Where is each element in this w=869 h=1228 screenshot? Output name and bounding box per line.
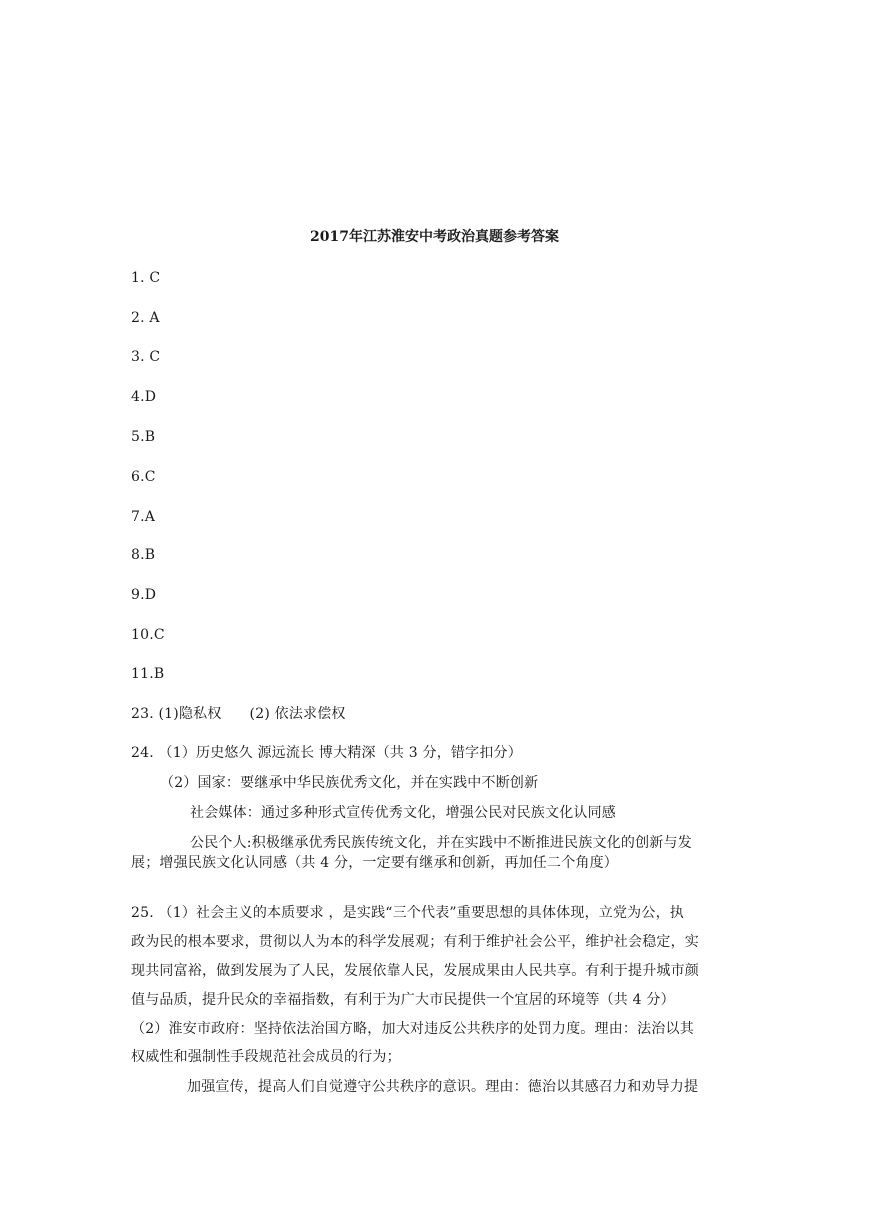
q25-line-3: 现共同富裕，做到发展为了人民，发展依靠人民，发展成果由人民共享。有利于提升城市颜 — [131, 963, 699, 979]
q25-line-4: 值与品质，提升民众的幸福指数，有利于为广大市民提供一个宜居的环境等（共 4 分） — [131, 992, 675, 1008]
q23-part1: 23. (1)隐私权 — [131, 706, 222, 722]
q25-line-7: 加强宣传，提高人们自觉遵守公共秩序的意识。理由：德治以其感召力和劝导力提 — [187, 1079, 699, 1095]
answer-item-4: 4.D — [131, 389, 157, 405]
answer-item-8: 8.B — [131, 547, 156, 563]
q24-line-2: （2）国家：要继承中华民族优秀文化，并在实践中不断创新 — [160, 775, 539, 791]
q24-line-3: 社会媒体：通过多种形式宣传优秀文化，增强公民对民族文化认同感 — [190, 805, 616, 821]
page-title: 2017年江苏淮安中考政治真题参考答案 — [310, 229, 559, 245]
answer-item-7: 7.A — [131, 509, 156, 525]
answer-q23 — [131, 704, 346, 724]
answer-item-5: 5.B — [131, 429, 156, 445]
answer-item-3: 3. C — [131, 349, 161, 365]
q25-line-6: 权威性和强制性手段规范社会成员的行为； — [131, 1049, 401, 1065]
q25-line-1: 25. （1）社会主义的本质要求 ，是实践“三个代表”重要思想的具体体现，立党为公，执 — [131, 905, 684, 921]
q25-line-5: （2）淮安市政府：坚持依法治国方略，加大对违反公共秩序的处罚力度。理由：法治以其 — [131, 1021, 694, 1037]
answer-item-9: 9.D — [131, 587, 157, 603]
answer-item-10: 10.C — [131, 627, 165, 643]
q24-line-5: 展；增强民族文化认同感（共 4 分，一定要有继承和创新，再加任二个角度） — [131, 855, 619, 871]
answer-item-11: 11.B — [131, 666, 165, 682]
answer-item-6: 6.C — [131, 469, 156, 485]
q25-line-2: 政为民的根本要求，贯彻以人为本的科学发展观；有利于维护社会公平，维护社会稳定，实 — [131, 934, 699, 950]
q23-part2: (2) 依法求偿权 — [249, 706, 346, 722]
q24-line-4: 公民个人:积极继承优秀民族传统文化，并在实践中不断推进民族文化的创新与发 — [190, 835, 692, 851]
answer-item-1: 1. C — [131, 270, 161, 286]
q24-line-1: 24. （1）历史悠久 源远流长 博大精深（共 3 分，错字扣分） — [131, 745, 522, 761]
answer-item-2: 2. A — [131, 310, 160, 326]
